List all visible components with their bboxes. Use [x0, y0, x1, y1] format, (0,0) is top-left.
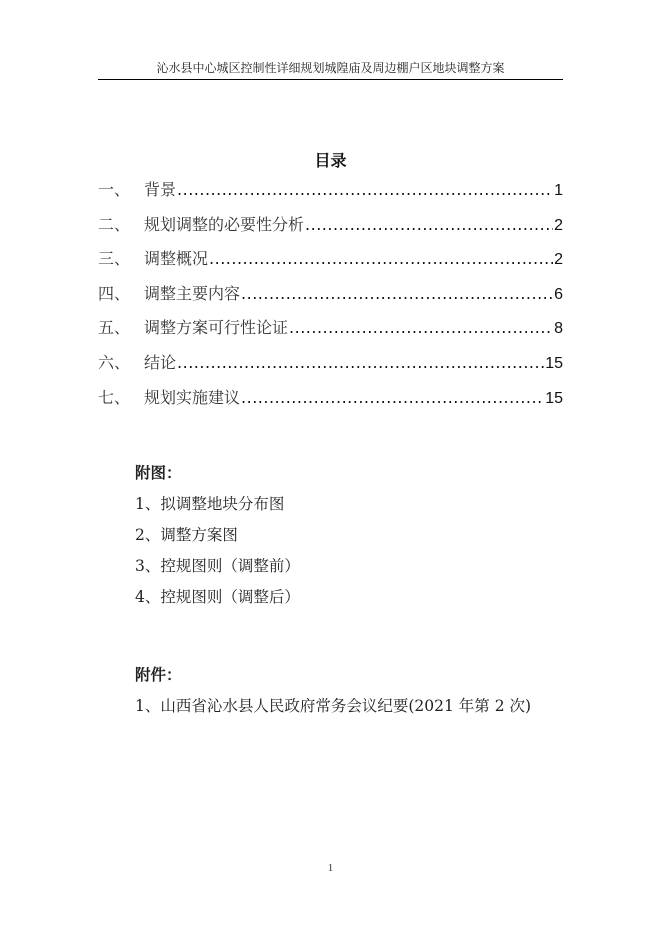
- toc-entry-number: 二、: [98, 214, 131, 234]
- toc-entry[interactable]: [98, 282, 563, 317]
- toc-entry-page: 15: [545, 354, 563, 372]
- toc-entry-number: 三、: [98, 249, 131, 269]
- toc-entry[interactable]: [98, 213, 563, 248]
- toc-entry-label: 结论: [144, 352, 177, 372]
- toc-entry-label: 规划实施建议: [144, 387, 241, 407]
- toc-entry-label: 调整方案可行性论证: [144, 318, 289, 338]
- toc-leader-dots: [209, 247, 553, 271]
- toc-entry[interactable]: [98, 316, 563, 351]
- toc-entry[interactable]: [98, 178, 563, 213]
- toc-leader-dots: [177, 178, 553, 202]
- toc-entry-number: 六、: [98, 352, 131, 372]
- table-of-contents: [98, 178, 563, 420]
- toc-entry-label: 调整概况: [144, 249, 209, 269]
- toc-entry-number: 四、: [98, 283, 131, 303]
- toc-entry-page: 2: [554, 251, 563, 269]
- toc-entry-page: 6: [554, 285, 563, 303]
- attachments-section: [135, 662, 575, 724]
- toc-entry-label: 调整主要内容: [144, 283, 241, 303]
- toc-leader-dots: [289, 316, 553, 340]
- figure-item: 2、调整方案图: [135, 526, 238, 544]
- toc-entry-page: 1: [554, 182, 563, 199]
- figures-section: [135, 460, 575, 615]
- toc-leader-dots: [305, 213, 553, 237]
- toc-title: 目录: [314, 151, 347, 170]
- attachment-item: 1、山西省沁水县人民政府常务会议纪要(2021 年第 2 次): [135, 697, 532, 715]
- toc-leader-dots: [241, 282, 553, 306]
- figure-item: 3、控规图则（调整前）: [135, 557, 300, 575]
- toc-entry-page: 15: [545, 389, 563, 407]
- toc-leader-dots: [241, 386, 544, 410]
- toc-entry[interactable]: [98, 247, 563, 282]
- attachments-title: 附件：: [135, 666, 182, 684]
- page-header: 沁水县中心城区控制性详细规划城隍庙及周边棚户区地块调整方案: [156, 61, 505, 75]
- page-number: 1: [327, 862, 334, 874]
- toc-entry-label: 背景: [144, 180, 177, 199]
- toc-entry-page: 8: [554, 320, 563, 338]
- toc-entry-number: 五、: [98, 318, 131, 338]
- figure-item: 4、控规图则（调整后）: [135, 588, 300, 606]
- header-rule: [98, 79, 563, 80]
- toc-entry-label: 规划调整的必要性分析: [144, 214, 305, 234]
- toc-entry[interactable]: [98, 351, 563, 386]
- toc-entry-number: 一、: [98, 180, 131, 199]
- figures-title: 附图：: [135, 464, 182, 482]
- toc-leader-dots: [177, 351, 544, 375]
- toc-entry-number: 七、: [98, 387, 131, 407]
- figure-item: 1、拟调整地块分布图: [135, 495, 285, 513]
- toc-entry-page: 2: [554, 216, 563, 234]
- toc-entry[interactable]: [98, 386, 563, 421]
